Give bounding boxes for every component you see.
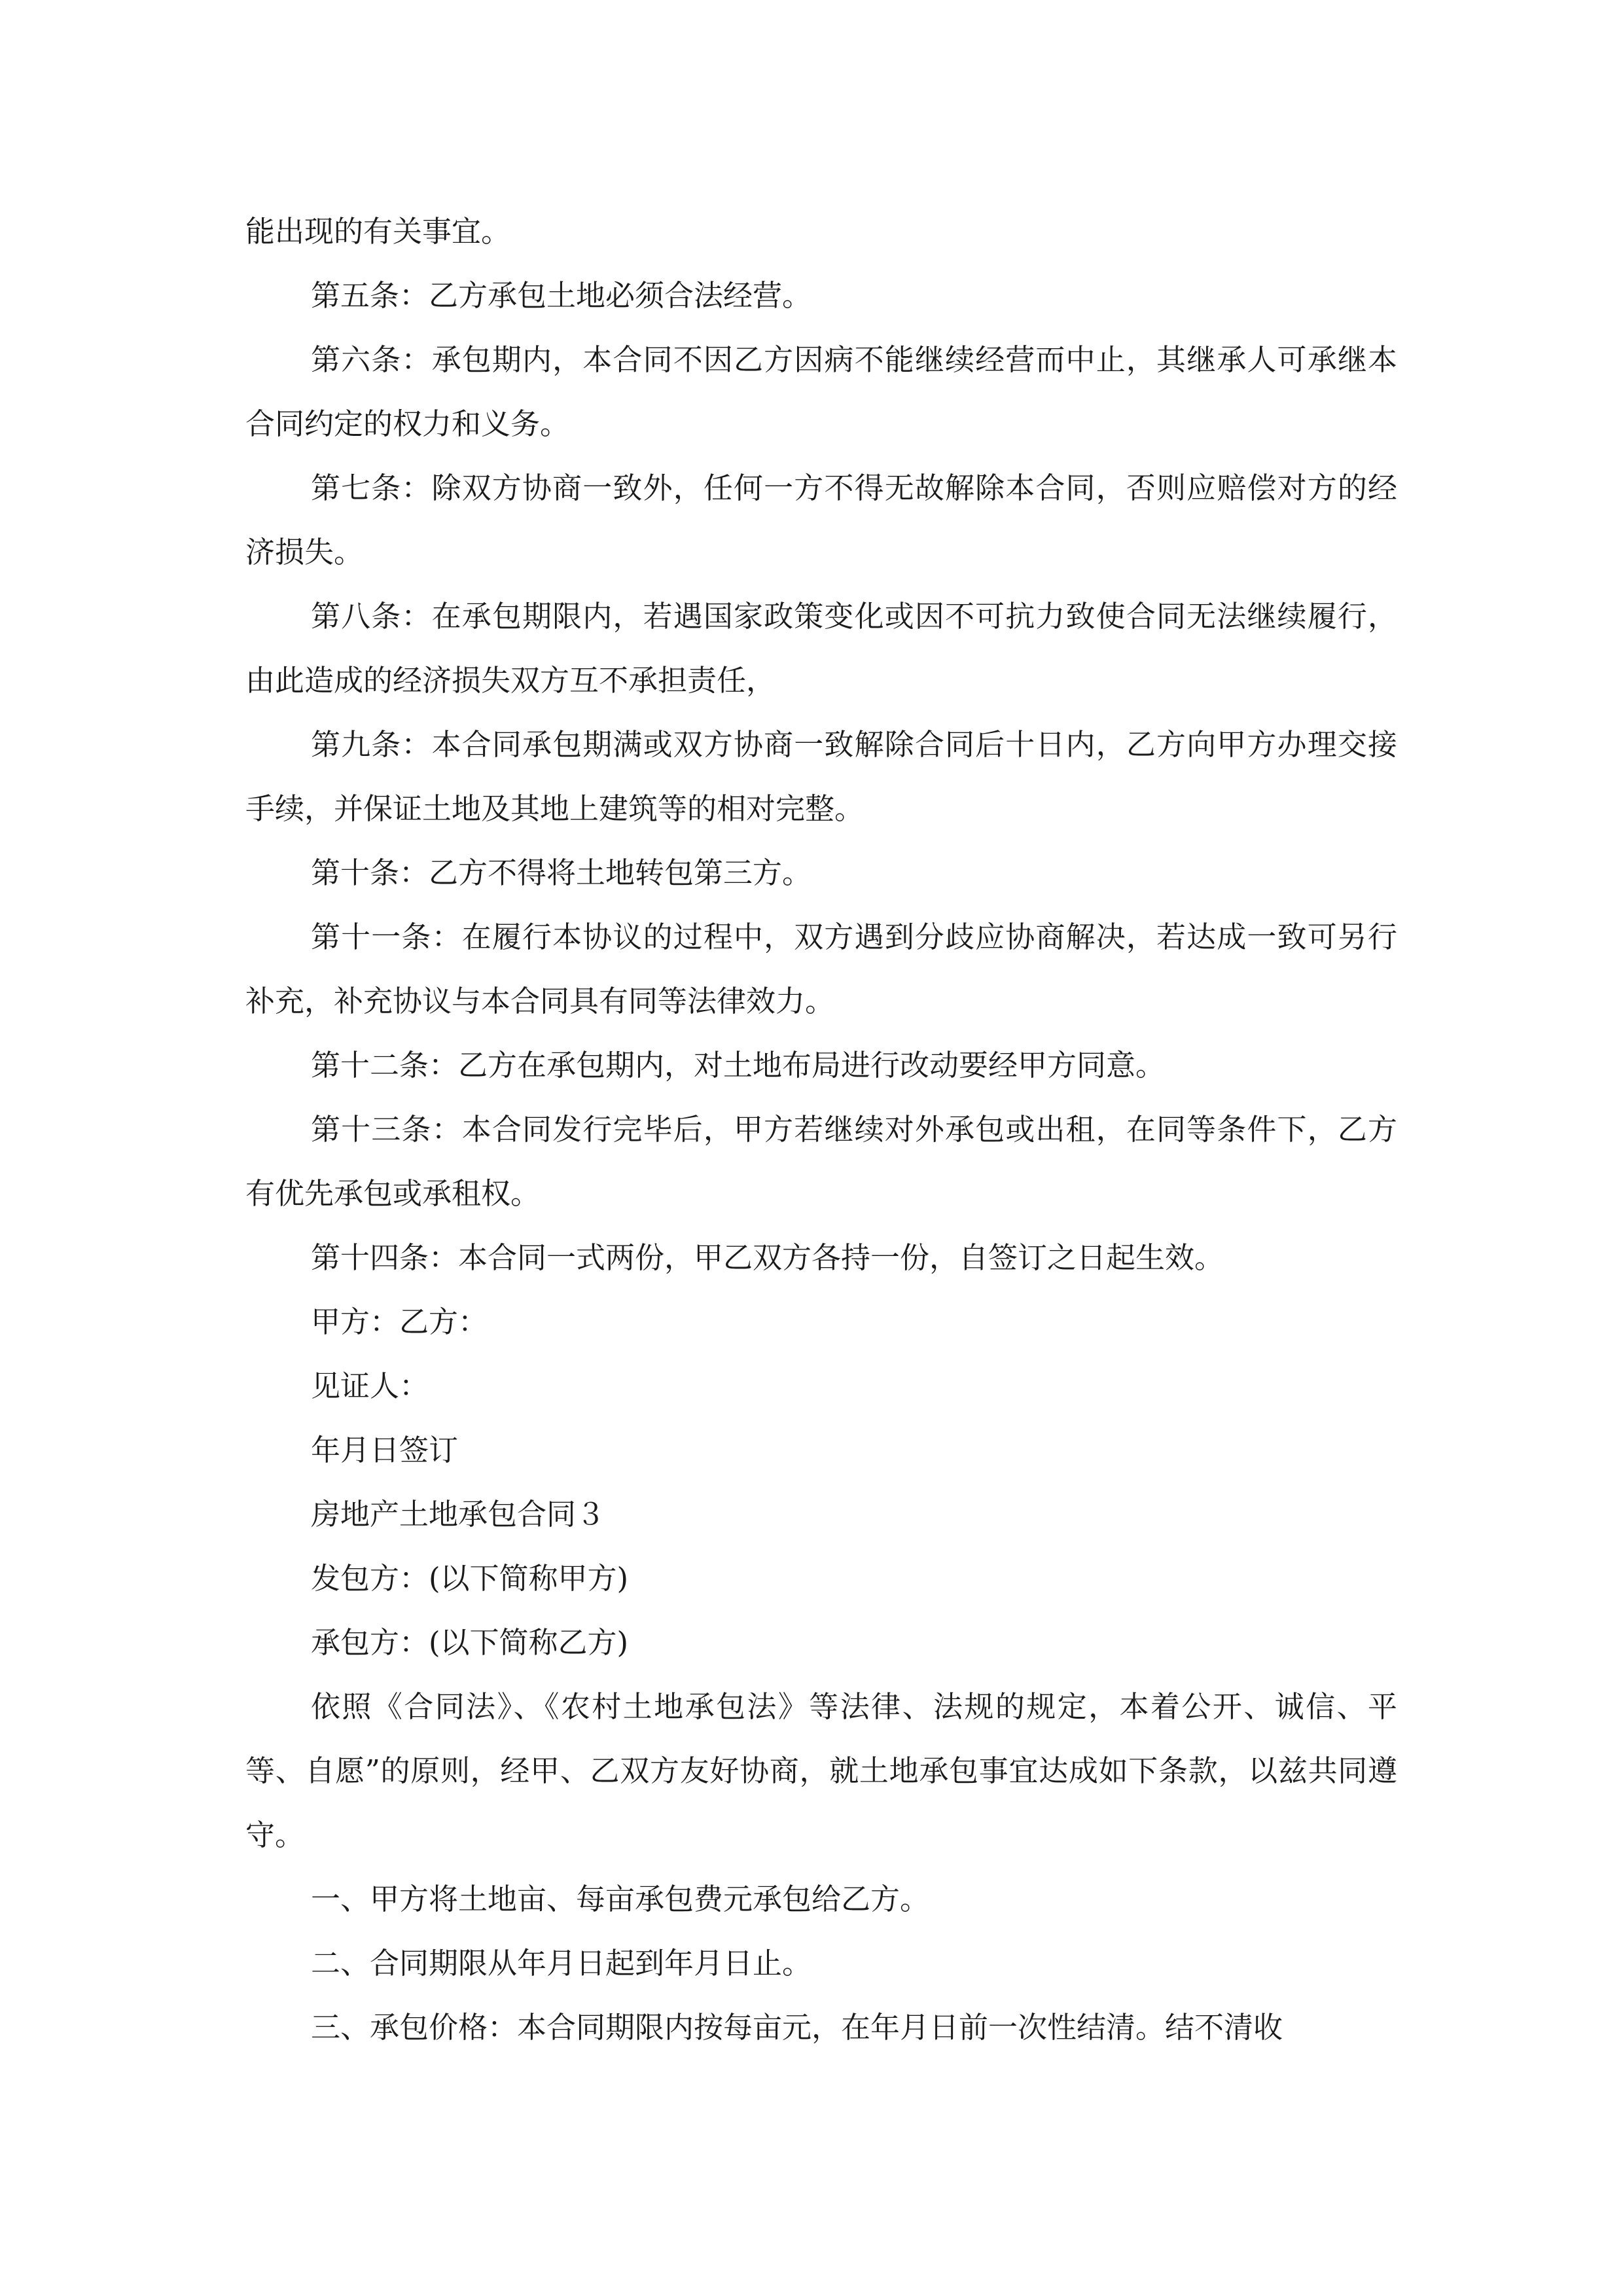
paragraph-article-13: 第十三条：本合同发行完毕后，甲方若继续对外承包或出租，在同等条件下，乙方有优先承包或承租权。 — [245, 1112, 1397, 1211]
contract-heading: 房地产土地承包合同３ — [311, 1497, 606, 1532]
signature-parties-line: 甲方：乙方： — [311, 1304, 488, 1339]
witness-line: 见证人： — [311, 1369, 429, 1403]
paragraph-article-10: 第十条：乙方不得将土地转包第三方。 — [311, 855, 812, 890]
paragraph-continuation: 能出现的有关事宜。 — [245, 214, 511, 249]
party-b-line: 承包方：(以下简称乙方) — [311, 1625, 629, 1660]
paragraph-article-14: 第十四条：本合同一式两份，甲乙双方各持一份，自签订之日起生效。 — [311, 1240, 1224, 1275]
paragraph-article-9: 第九条：本合同承包期满或双方协商一致解除合同后十日内，乙方向甲方办理交接手续，并保证土地及其地上建筑等的相对完整。 — [245, 727, 1397, 826]
signing-date-line: 年月日签订 — [311, 1433, 459, 1467]
paragraph-article-5: 第五条：乙方承包土地必须合法经营。 — [311, 278, 812, 313]
party-a-line: 发包方：(以下简称甲方) — [311, 1561, 629, 1596]
paragraph-article-8: 第八条：在承包期限内，若遇国家政策变化或因不可抗力致使合同无法继续履行，由此造成的经济损失双方互不承担责任， — [245, 599, 1397, 698]
paragraph-article-6: 第六条：承包期内，本合同不因乙方因病不能继续经营而中止，其继承人可承继本合同约定的权力和义务。 — [245, 342, 1397, 441]
clause-3: 三、承包价格：本合同期限内按每亩元，在年月日前一次性结清。结不清收 — [311, 2010, 1283, 2045]
paragraph-article-11: 第十一条：在履行本协议的过程中，双方遇到分歧应协商解决，若达成一致可另行补充，补充协议与本合同具有同等法律效力。 — [245, 920, 1397, 1018]
paragraph-article-7: 第七条：除双方协商一致外，任何一方不得无故解除本合同，否则应赔偿对方的经济损失。 — [245, 471, 1397, 569]
preamble-paragraph: 依照《合同法》、《农村土地承包法》等法律、法规的规定，本着公开、诚信、平等、自愿”的原则，经甲、乙双方友好协商，就土地承包事宜达成如下条款，以兹共同遵守。 — [245, 1689, 1397, 1852]
document-body — [245, 200, 1397, 2060]
paragraph-article-12: 第十二条：乙方在承包期内，对土地布局进行改动要经甲方同意。 — [311, 1048, 1166, 1083]
clause-2: 二、合同期限从年月日起到年月日止。 — [311, 1946, 812, 1981]
clause-1: 一、甲方将土地亩、每亩承包费元承包给乙方。 — [311, 1882, 930, 1916]
